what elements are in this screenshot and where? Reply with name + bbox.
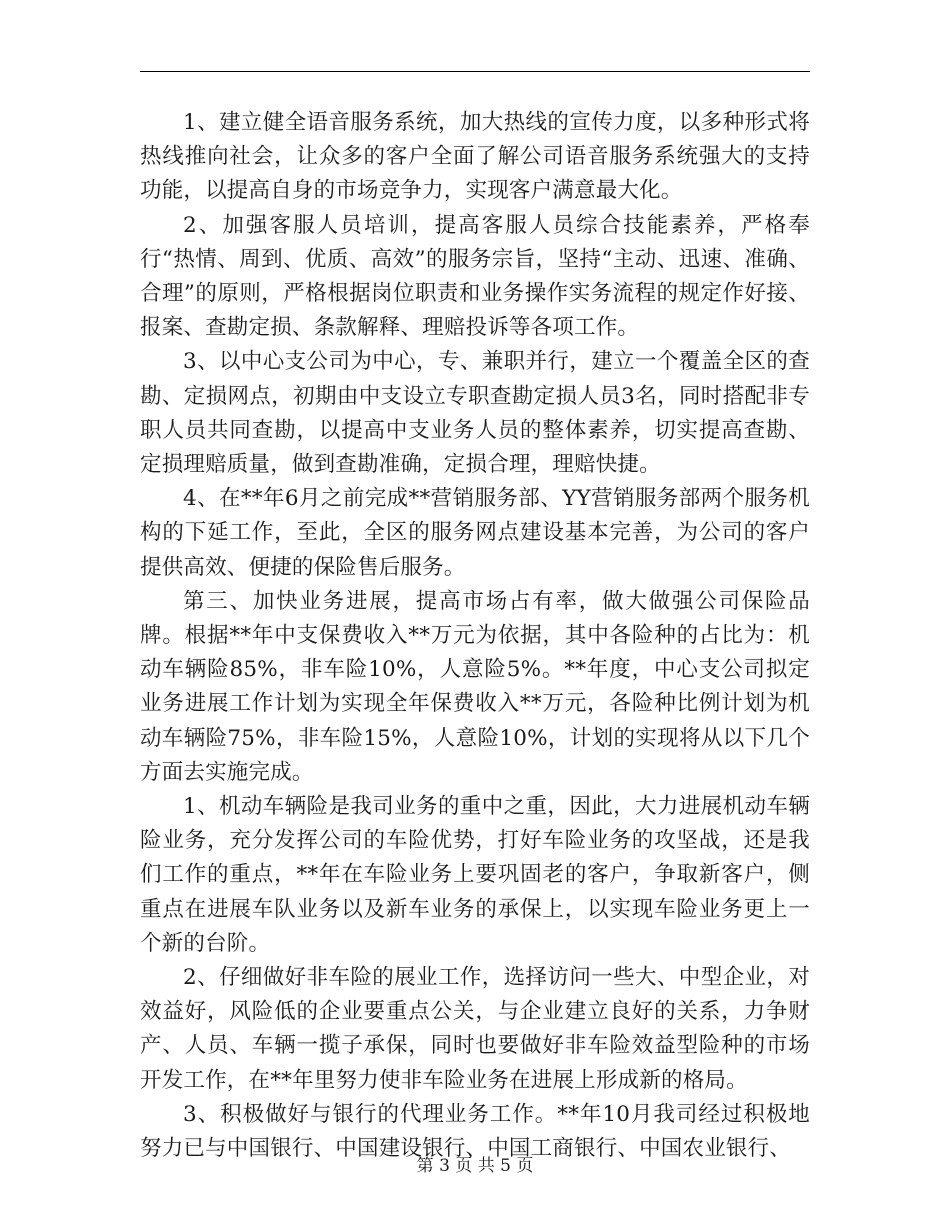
paragraph-survey-network: 3、以中心支公司为中心，专、兼职并行，建立一个覆盖全区的查勘、定损网点，初期由中支设立专职查勘定损人员3名，同时搭配非专职人员共同查勘，以提高中支业务人员的整体素养，切实提高查勘、定损理赔质量，做到查勘准确，定损合理，理赔快捷。 [140, 349, 810, 478]
document-body [140, 106, 810, 1166]
paragraph-service-outlets: 4、在**年6月之前完成**营销服务部、YY营销服务部两个服务机构的下延工作，至此，全区的服务网点建设基本完善，为公司的客户提供高效、便捷的保险售后服务。 [140, 486, 810, 580]
paragraph-non-motor-insurance: 2、仔细做好非车险的展业工作，选择访问一些大、中型企业，对效益好，风险低的企业要重点公关，与企业建立良好的关系，力争财产、人员、车辆一揽子承保，同时也要做好非车险效益型险种的市场开发工作，在**年里努力使非车险业务在进展上形成新的格局。 [140, 965, 810, 1093]
page-number: 第 3 页 共 5 页 [416, 1156, 534, 1176]
paragraph-motor-insurance: 1、机动车辆险是我司业务的重中之重，因此，大力进展机动车辆险业务，充分发挥公司的车险优势，打好车险业务的攻坚战，还是我们工作的重点，**年在车险业务上要巩固老的客户，争取新客户，侧重点在进展车队业务以及新车业务的承保上，以实现车险业务更上一个新的台阶。 [140, 794, 810, 956]
paragraph-bank-agency: 3、积极做好与银行的代理业务工作。**年10月我司经过积极地努力已与中国银行、中国建设银行、中国工商银行、中国农业银行、 [140, 1101, 810, 1162]
paragraph-business-growth: 第三、加快业务进展，提高市场占有率，做大做强公司保险品牌。根据**年中支保费收入**万元为依据，其中各险种的占比为：机动车辆险85%，非车险10%，人意险5%。**年度，中心支公司拟定业务进展工作计划为实现全年保费收入**万元，各险种比例计划为机动车辆险75%，非车险15%，人意险10%，计划的实现将从以下几个方面去实施完成。 [140, 588, 810, 785]
paragraph-voice-service: 1、建立健全语音服务系统，加大热线的宣传力度，以多种形式将热线推向社会，让众多的客户全面了解公司语音服务系统强大的支持功能，以提高自身的市场竞争力，实现客户满意最大化。 [140, 110, 810, 204]
paragraph-staff-training: 2、加强客服人员培训，提高客服人员综合技能素养，严格奉行“热情、周到、优质、高效”的服务宗旨，坚持“主动、迅速、准确、合理”的原则，严格根据岗位职责和业务操作实务流程的规定作好接、报案、查勘定损、条款解释、理赔投诉等各项工作。 [140, 212, 810, 341]
header-rule [140, 71, 810, 72]
